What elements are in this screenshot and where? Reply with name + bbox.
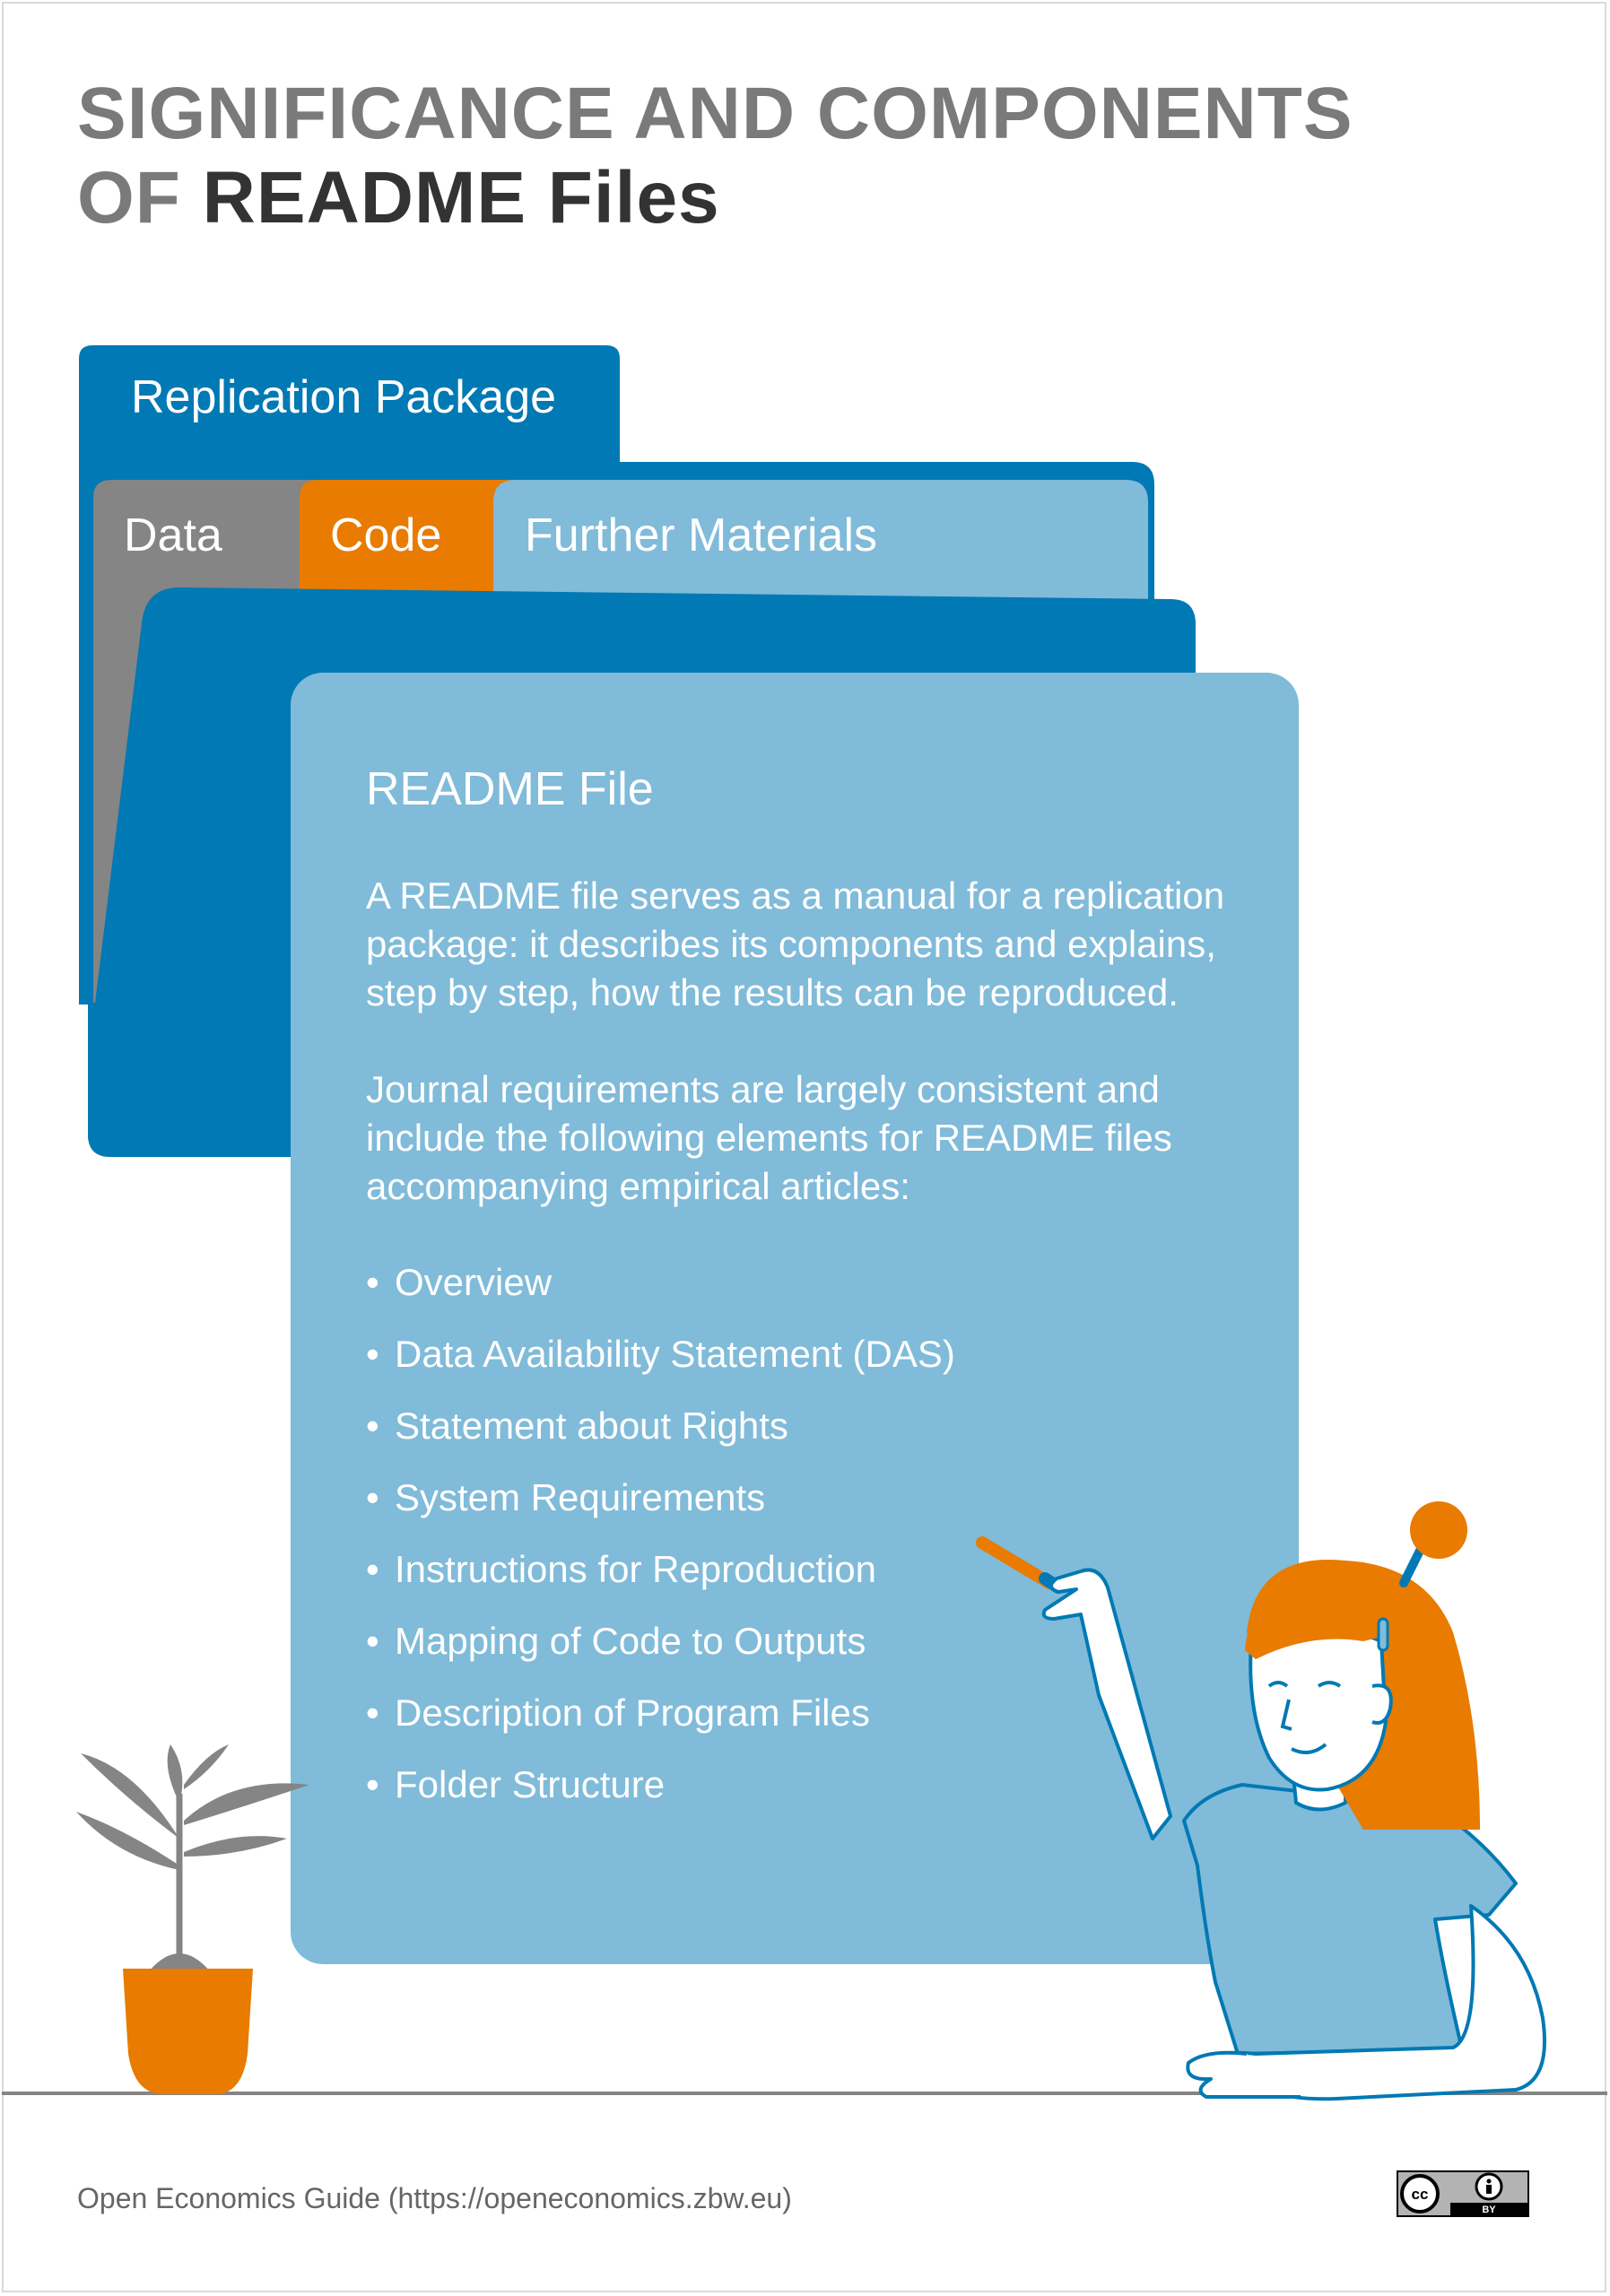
readme-card [291, 673, 1299, 1964]
list-item: • Instructions for Reproduction [366, 1546, 1227, 1593]
plant-illustration [76, 1744, 309, 2094]
title-emphasis: README Files [202, 157, 720, 239]
list-item: • Mapping of Code to Outputs [366, 1618, 1227, 1665]
list-item: • Folder Structure [366, 1761, 1227, 1808]
further-materials-tab-label: Further Materials [525, 509, 877, 561]
title-prefix: OF [77, 157, 181, 239]
readme-elements-list [366, 1259, 1227, 1808]
list-item: • Description of Program Files [366, 1690, 1227, 1736]
license-badge-text: BY [1482, 2205, 1496, 2215]
journal-requirements-text: Journal requirements are largely consistent and include the following elements for README files accompanying empirical articles: [366, 1068, 1172, 1207]
readme-description: A README file serves as a manual for a replication package: it describes its components and explains, step by step, how the results can be reproduced. [366, 874, 1225, 1013]
readme-title: README File [366, 763, 654, 815]
code-tab-label: Code [330, 509, 442, 561]
title-line-1: SIGNIFICANCE AND COMPONENTS [77, 73, 1353, 154]
list-item: • Data Availability Statement (DAS) [366, 1331, 1227, 1378]
replication-package-label: Replication Package [131, 371, 557, 423]
data-tab-label: Data [124, 509, 222, 561]
footer-source: Open Economics Guide (https://openeconomics.zbw.eu) [77, 2182, 792, 2214]
svg-text:cc: cc [1411, 2186, 1429, 2203]
list-item: • Overview [366, 1259, 1227, 1306]
list-item: • System Requirements [366, 1474, 1227, 1521]
cc-by-license-icon [1397, 2170, 1529, 2217]
list-item: • Statement about Rights [366, 1403, 1227, 1449]
